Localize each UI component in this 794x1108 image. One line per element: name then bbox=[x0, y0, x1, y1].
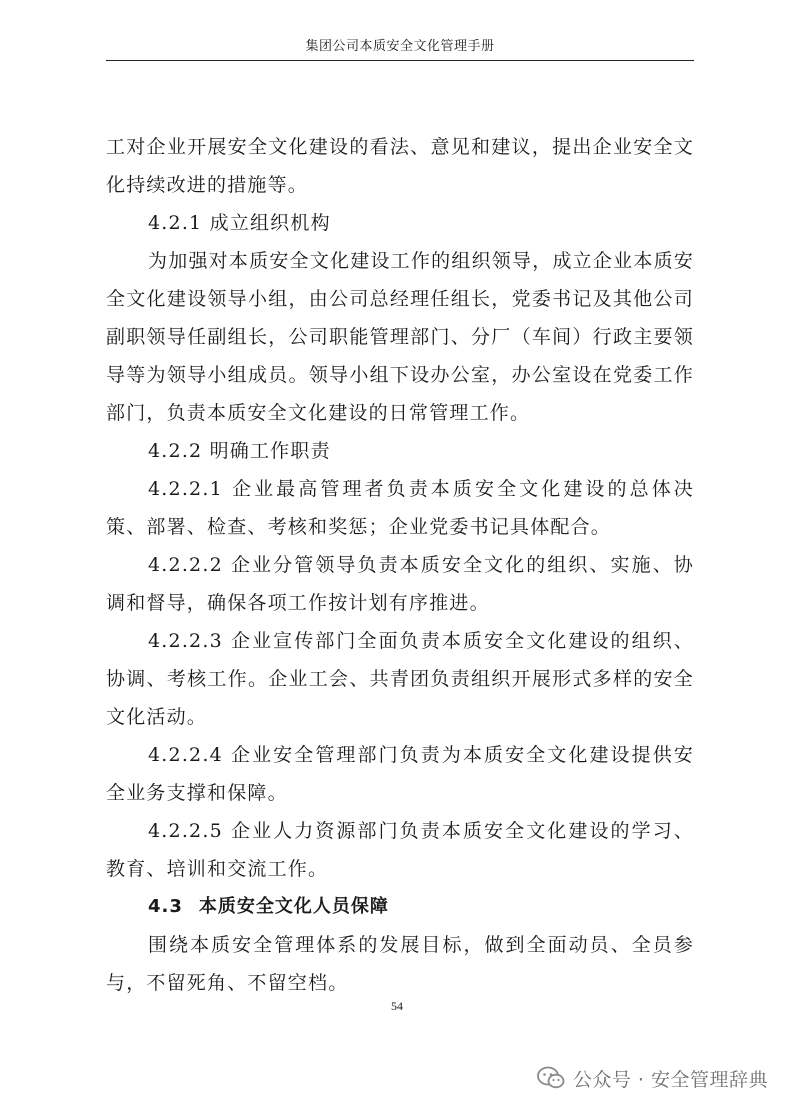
subheading-4-2-2: 4.2.2 明确工作职责 bbox=[148, 440, 331, 462]
paragraph-closing: 围绕本质安全管理体系的发展目标，做到全面动员、全员参与，不留死角、不留空档。 bbox=[106, 934, 694, 994]
page-number: 54 bbox=[391, 999, 403, 1013]
section-heading-4-3 bbox=[106, 888, 694, 926]
page-header bbox=[106, 34, 694, 61]
paragraph-organization: 为加强对本质安全文化建设工作的组织领导，成立企业本质安全文化建设领导小组，由公司总经理任组长，党委书记及其他公司副职领导任副组长，公司职能管理部门、分厂（车间）行政主要领导等为领导小组成员。领导小组下设办公室，办公室设在党委工作部门，负责本质安全文化建设的日常管理工作。 bbox=[106, 250, 694, 424]
header-title: 集团公司本质安全文化管理手册 bbox=[305, 39, 495, 54]
subheading-4-2-1: 4.2.1 成立组织机构 bbox=[148, 212, 331, 234]
paragraph-4-2-2-4: 4.2.2.4 企业安全管理部门负责为本质安全文化建设提供安全业务支撑和保障。 bbox=[106, 744, 694, 804]
paragraph-continuation: 工对企业开展安全文化建设的看法、意见和建议，提出企业安全文化持续改进的措施等。 bbox=[106, 136, 694, 196]
section-number: 4.3 bbox=[148, 896, 183, 917]
paragraph-4-2-2-5: 4.2.2.5 企业人力资源部门负责本质安全文化建设的学习、教育、培训和交流工作。 bbox=[106, 820, 694, 880]
paragraph-4-2-2-1: 4.2.2.1 企业最高管理者负责本质安全文化建设的总体决策、部署、检查、考核和奖惩；企业党委书记具体配合。 bbox=[106, 478, 694, 538]
watermark-text: 公众号 · 安全管理辞典 bbox=[572, 1068, 768, 1091]
document-body bbox=[106, 128, 694, 1002]
paragraph-4-2-2-2: 4.2.2.2 企业分管领导负责本质安全文化的组织、实施、协调和督导，确保各项工作按计划有序推进。 bbox=[106, 554, 694, 614]
watermark bbox=[537, 1062, 768, 1094]
paragraph-4-2-2-3: 4.2.2.3 企业宣传部门全面负责本质安全文化建设的组织、协调、考核工作。企业工会、共青团负责组织开展形式多样的安全文化活动。 bbox=[106, 630, 694, 728]
section-title: 本质安全文化人员保障 bbox=[198, 896, 389, 917]
wechat-icon bbox=[537, 1066, 565, 1090]
